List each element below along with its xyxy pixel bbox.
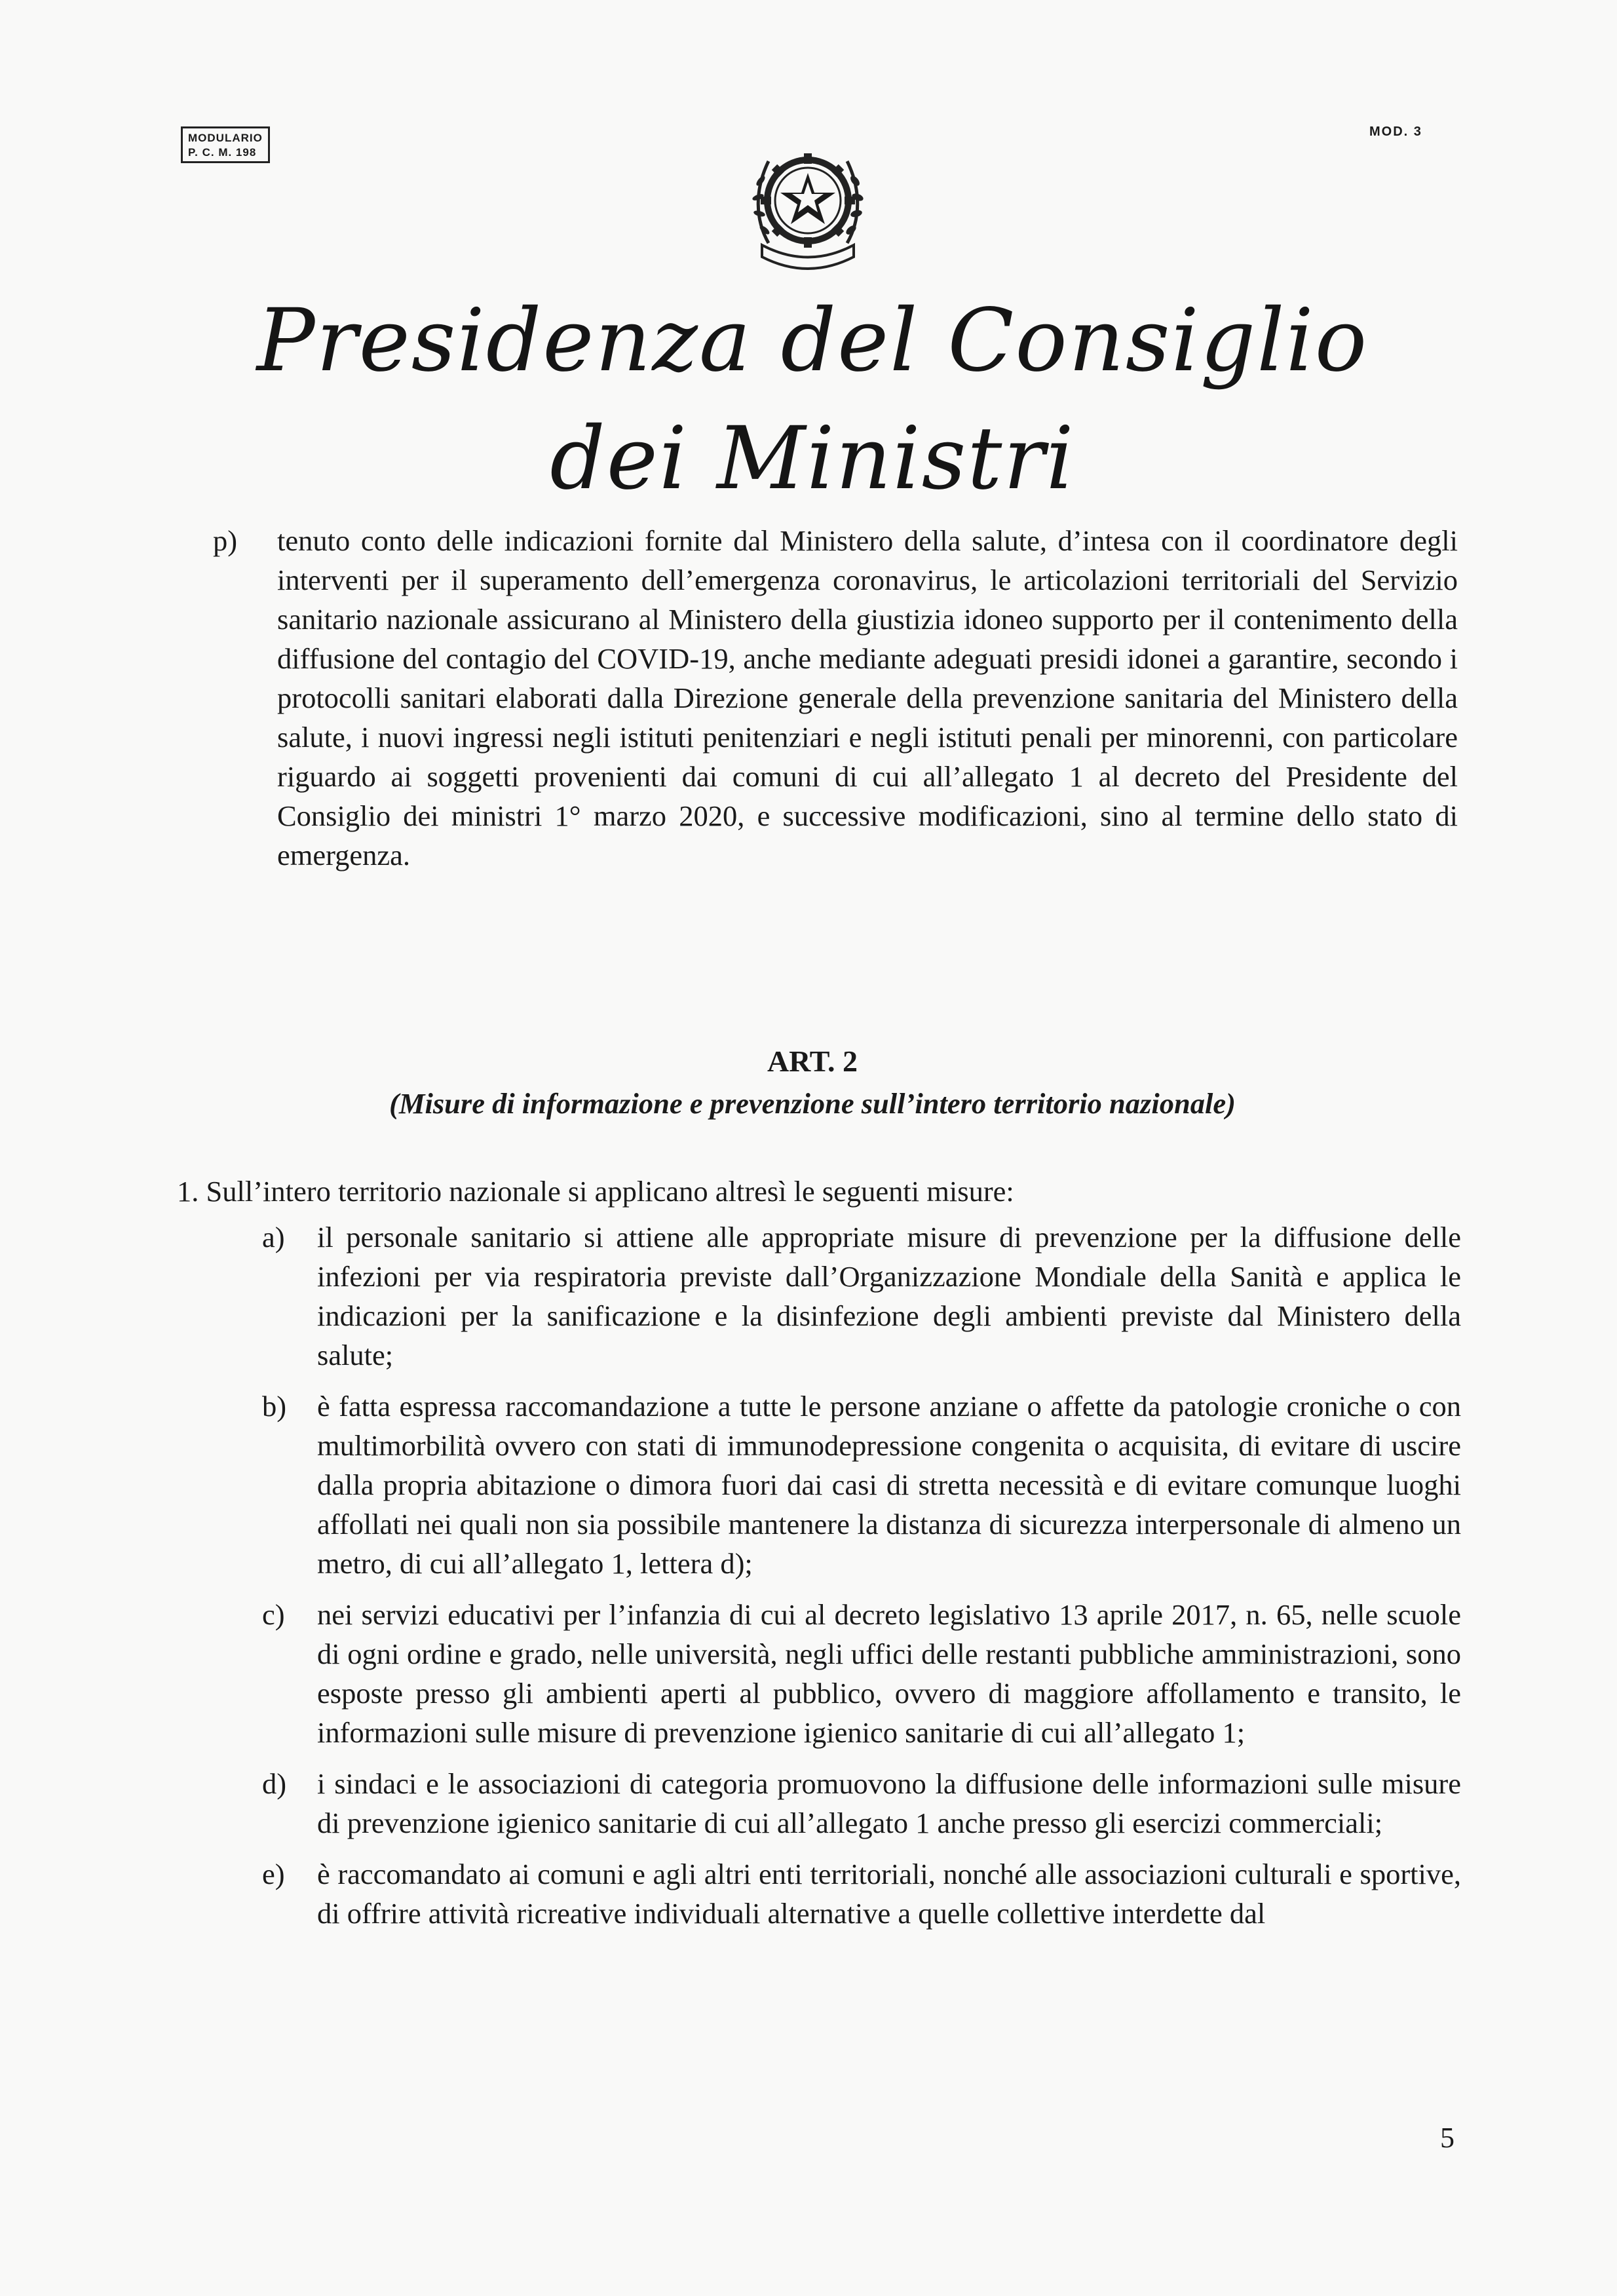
item-label: b): [262, 1390, 287, 1423]
paragraph-p: [213, 521, 1458, 875]
item-text: il personale sanitario si attiene alle appropriate misure di prevenzione per la diffusione delle infezioni per via respiratoria previste dall’Organizzazione Mondiale della Sanità e applica le indicazioni per la sanificazione e la disinfezione degli ambienti previste dal Ministero della salute;: [317, 1221, 1461, 1371]
list-item: [177, 1764, 1461, 1843]
page-number: 5: [1440, 2122, 1455, 2154]
item-label: c): [262, 1598, 285, 1631]
item-label: d): [262, 1767, 287, 1800]
list-item: [177, 1595, 1461, 1752]
paragraph-text: tenuto conto delle indicazioni fornite dal Ministero della salute, d’intesa con il coordinatore degli interventi per il superamento dell’emergenza coronavirus, le articolazioni territoriali del Servizio sanitario nazionale assicurano al Ministero della giustizia idoneo supporto per il contenimento della diffusione del contagio del COVID-19, anche mediante adeguati presidi idonei a garantire, secondo i protocolli sanitari elaborati dalla Direzione generale della prevenzione sanitaria del Ministero della salute, i nuovi ingressi negli istituti penitenziari e negli istituti penali per minorenni, con particolare riguardo ai soggetti provenienti dai comuni di cui all’allegato 1 al decreto del Presidente del Consiglio dei ministri 1° marzo 2020, e successive modificazioni, sino al termine dello stato di emergenza.: [277, 524, 1458, 871]
stamp-line-2: P. C. M. 198: [188, 146, 257, 159]
item-text: i sindaci e le associazioni di categoria promuovono la diffusione delle informazioni sulle misure di prevenzione igienico sanitarie di cui all’allegato 1 anche presso gli esercizi commerciali;: [317, 1767, 1461, 1839]
item-text: è raccomandato ai comuni e agli altri enti territoriali, nonché alle associazioni culturali e sportive, di offrire attività ricreative individuali alternative a quelle collettive interdette dal: [317, 1858, 1461, 1930]
list-item: [177, 1854, 1461, 1933]
measures-list: [177, 1217, 1461, 1945]
article-title: ART. 2: [767, 1044, 858, 1078]
stamp-line-1: MODULARIO: [188, 132, 263, 144]
item-label: e): [262, 1858, 285, 1890]
article-intro: 1. Sull’intero territorio nazionale si applicano altresì le seguenti misure:: [177, 1175, 1014, 1208]
modulario-stamp: [181, 126, 270, 163]
item-text: nei servizi educativi per l’infanzia di cui al decreto legislativo 13 aprile 2017, n. 65, nelle scuole di ogni ordine e grado, nelle università, negli uffici delle restanti pubbliche amministrazioni, sono esposte presso gli ambienti aperti al pubblico, ovvero di maggiore affollamento e transito, le informazioni sulle misure di prevenzione igienico sanitarie di cui all’allegato 1;: [317, 1598, 1461, 1749]
letterhead: Presidenza del Consiglio dei Ministri: [256, 290, 1369, 509]
mod-label: MOD. 3: [1369, 124, 1422, 139]
item-text: è fatta espressa raccomandazione a tutte le persone anziane o affette da patologie croniche o con multimorbilità ovvero con stati di immunodepressione congenita o acquisita, di evitare di uscire dalla propria abitazione o dimora fuori dai casi di stretta necessità e di evitare comunque luoghi affollati nei quali non sia possibile mantenere la distanza di sicurezza interpersonale di almeno un metro, di cui all’allegato 1, lettera d);: [317, 1390, 1461, 1580]
item-label: a): [262, 1221, 285, 1253]
article-subtitle: (Misure di informazione e prevenzione sull’intero territorio nazionale): [389, 1087, 1236, 1120]
paragraph-label: p): [213, 524, 238, 557]
list-item: [177, 1387, 1461, 1583]
italian-republic-emblem-icon: [742, 135, 873, 273]
list-item: [177, 1217, 1461, 1375]
